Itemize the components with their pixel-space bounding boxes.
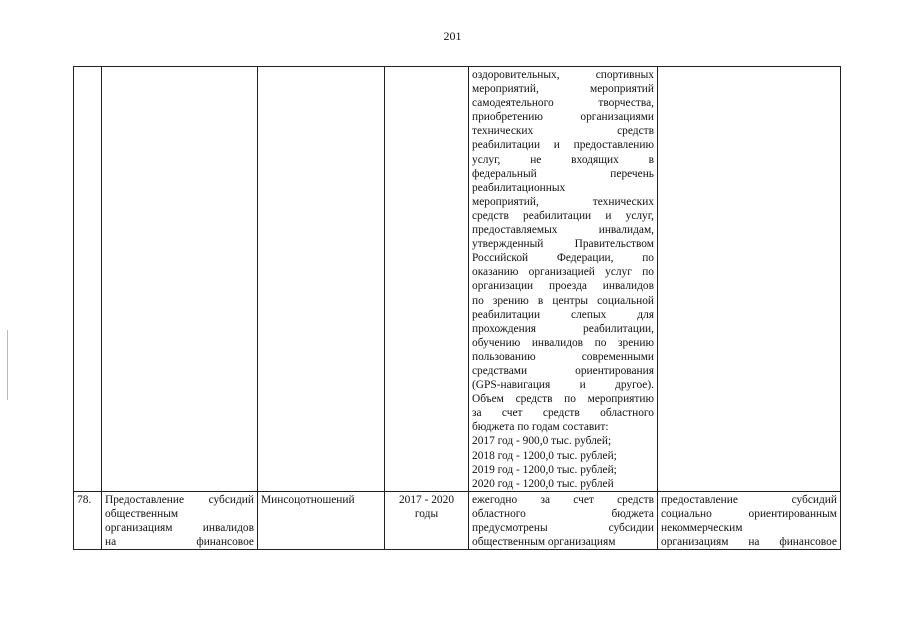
description-line: Объем средств по мероприятию bbox=[472, 393, 654, 406]
description-line: реабилитации и предоставлению bbox=[472, 139, 654, 152]
measure-name-line: Предоставление субсидий bbox=[105, 493, 254, 506]
description-line: 2018 год - 1200,0 тыс. рублей; bbox=[472, 449, 617, 462]
row-number: 78. bbox=[74, 491, 102, 549]
cell-period bbox=[385, 67, 469, 492]
cell-description bbox=[469, 67, 658, 492]
description-line: приобретению организациями bbox=[472, 111, 654, 124]
cell-number bbox=[74, 67, 102, 492]
description-line: прохождения реабилитации, bbox=[472, 322, 654, 335]
description-line: оказанию организацией услуг по bbox=[472, 266, 654, 279]
table-row-continuation bbox=[74, 67, 841, 492]
description-line: 2020 год - 1200,0 тыс. рублей bbox=[472, 477, 614, 490]
measure-period-line: 2017 - 2020 bbox=[398, 493, 455, 506]
description-line: реабилитации слепых для bbox=[472, 308, 654, 321]
measure-executor: Минсоцотношений bbox=[258, 491, 385, 549]
description-line: 2017 год - 900,0 тыс. рублей; bbox=[472, 435, 612, 448]
description-line: по зрению в центры социальной bbox=[472, 294, 654, 307]
measure-description-line: ежегодно за счет средств bbox=[472, 493, 654, 506]
description-line: самодеятельного творчества, bbox=[472, 97, 654, 110]
measure-description-line: областного бюджета bbox=[472, 507, 654, 520]
measure-description bbox=[469, 491, 658, 549]
description-line: бюджета по годам составит: bbox=[472, 421, 609, 434]
description-line: организации проезда инвалидов bbox=[472, 280, 654, 293]
description-line: услуг, не входящих в bbox=[472, 153, 654, 166]
description-line: 2019 год - 1200,0 тыс. рублей; bbox=[472, 463, 617, 476]
description-line: обучению инвалидов по зрению bbox=[472, 336, 654, 349]
description-line: пользованию современными bbox=[472, 350, 654, 363]
description-line: технических средств bbox=[472, 125, 654, 138]
measures-table bbox=[73, 66, 841, 550]
description-line: федеральный перечень bbox=[472, 167, 654, 180]
measure-result bbox=[658, 491, 841, 549]
table-row-78 bbox=[74, 491, 841, 549]
measure-result-line: организациям на финансовое bbox=[661, 536, 837, 549]
measure-result-line: социально ориентированным bbox=[661, 507, 837, 520]
measure-name bbox=[102, 491, 258, 549]
measure-result-line: предоставление субсидий bbox=[661, 493, 837, 506]
measure-name-line: на финансовое bbox=[105, 536, 254, 549]
measure-description-line: общественным организациям bbox=[472, 536, 616, 549]
measure-name-line: общественным bbox=[105, 507, 179, 520]
description-line: Российской Федерации, по bbox=[472, 252, 654, 265]
cell-name bbox=[102, 67, 258, 492]
measure-period-line: годы bbox=[414, 507, 439, 520]
description-line: оздоровительных, спортивных bbox=[472, 69, 654, 81]
page-number: 201 bbox=[443, 29, 462, 43]
description-line: мероприятий, технических bbox=[472, 195, 654, 208]
description-line: предоставляемых инвалидам, bbox=[472, 224, 654, 237]
cell-executor bbox=[258, 67, 385, 492]
measure-period bbox=[385, 491, 469, 549]
measure-description-line: предусмотрены субсидии bbox=[472, 522, 654, 534]
measure-name-line: организациям инвалидов bbox=[105, 522, 254, 534]
description-line: мероприятий, мероприятий bbox=[472, 83, 654, 96]
description-line: реабилитационных bbox=[472, 181, 566, 194]
scan-edge-mark bbox=[7, 330, 8, 400]
measure-result-line: некоммерческим bbox=[661, 522, 743, 534]
description-line: средствами ориентирования bbox=[472, 364, 654, 377]
description-line: средств реабилитации и услуг, bbox=[472, 209, 654, 222]
cell-result bbox=[658, 67, 841, 492]
description-line: утвержденный Правительством bbox=[472, 238, 654, 251]
description-line: за счет средств областного bbox=[472, 407, 654, 420]
description-line: (GPS-навигация и другое). bbox=[472, 379, 654, 392]
